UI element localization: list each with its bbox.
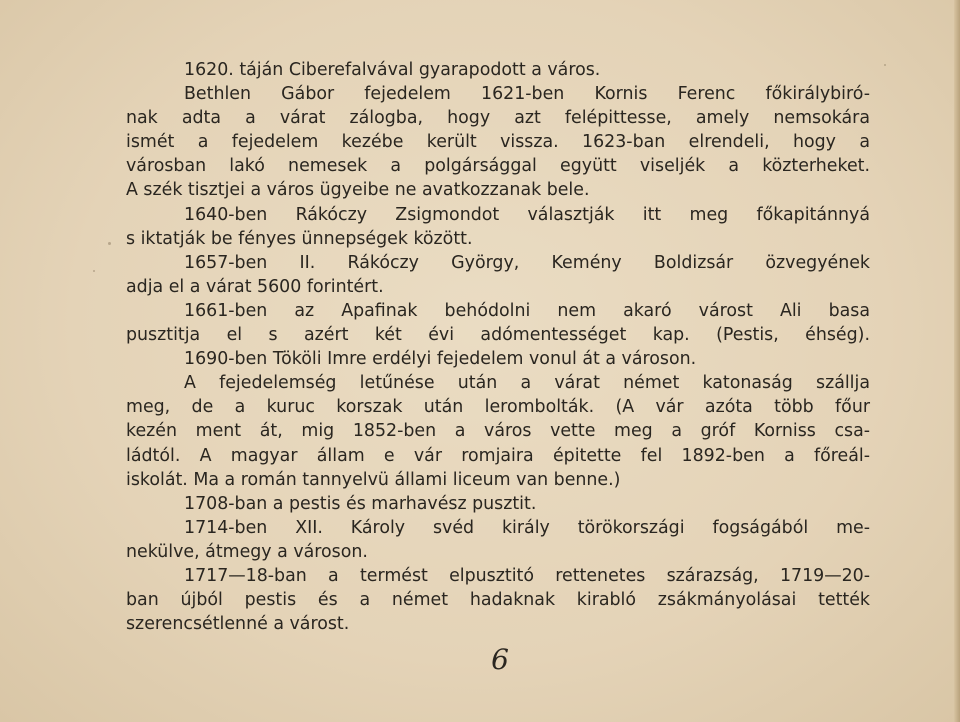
page-edge <box>954 0 960 722</box>
text-line: Bethlen Gábor fejedelem 1621-ben Kornis Ferenc főkirálybiró- <box>184 84 870 105</box>
text-line: 1717—18-ban a termést elpusztitó rettenetes szárazság, 1719—20- <box>184 565 870 586</box>
text-line: ládtól. A magyar állam e vár romjaira épitette fel 1892-ben a főreál- <box>126 445 870 466</box>
paper-speck <box>93 270 95 272</box>
text-line: 1661-ben az Apafinak behódolni nem akaró várost Ali basa <box>184 300 870 321</box>
text-line: 1690-ben Tököli Imre erdélyi fejedelem vonul át a városon. <box>184 349 697 370</box>
text-line: A fejedelemség letűnése után a várat német katonaság szállja <box>184 373 870 394</box>
text-line: adja el a várat 5600 forintért. <box>126 276 384 297</box>
text-line: 1714-ben XII. Károly svéd király törökországi fogságából me- <box>184 517 870 538</box>
page-number: 6 <box>491 643 509 676</box>
paper-speck <box>108 242 111 245</box>
text-line: A szék tisztjei a város ügyeibe ne avatkozzanak bele. <box>126 180 590 201</box>
text-line: iskolát. Ma a román tannyelvü állami liceum van benne.) <box>126 469 621 490</box>
text-line: szerencsétlenné a várost. <box>126 614 350 635</box>
text-line: pusztitja el s azért két évi adómentességet kap. (Pestis, éhség). <box>126 325 870 346</box>
text-line: s iktatják be fényes ünnepségek között. <box>126 228 473 249</box>
text-line: 1708-ban a pestis és marhavész pusztit. <box>184 493 537 514</box>
text-line: kezén ment át, mig 1852-ben a város vette meg a gróf Korniss csa- <box>126 421 870 442</box>
text-line: városban lakó nemesek a polgársággal együtt viseljék a közterheket. <box>126 156 870 177</box>
body-text <box>126 58 870 636</box>
text-line: 1657-ben II. Rákóczy György, Kemény Boldizsár özvegyének <box>184 252 870 273</box>
text-line: 1620. táján Ciberefalvával gyarapodott a város. <box>184 60 601 80</box>
text-line: meg, de a kuruc korszak után lerombolták. (A vár azóta több főur <box>126 397 870 418</box>
text-line: ismét a fejedelem kezébe került vissza. 1623-ban elrendeli, hogy a <box>126 132 870 153</box>
text-line: nekülve, átmegy a városon. <box>126 541 368 562</box>
paper-speck <box>884 64 886 66</box>
text-line: 1640-ben Rákóczy Zsigmondot választják itt meg főkapitánnyá <box>184 204 870 225</box>
text-line: ban újból pestis és a német hadaknak kirabló zsákmányolásai tették <box>126 590 870 611</box>
text-line: nak adta a várat zálogba, hogy azt felépittesse, amely nemsokára <box>126 108 870 129</box>
